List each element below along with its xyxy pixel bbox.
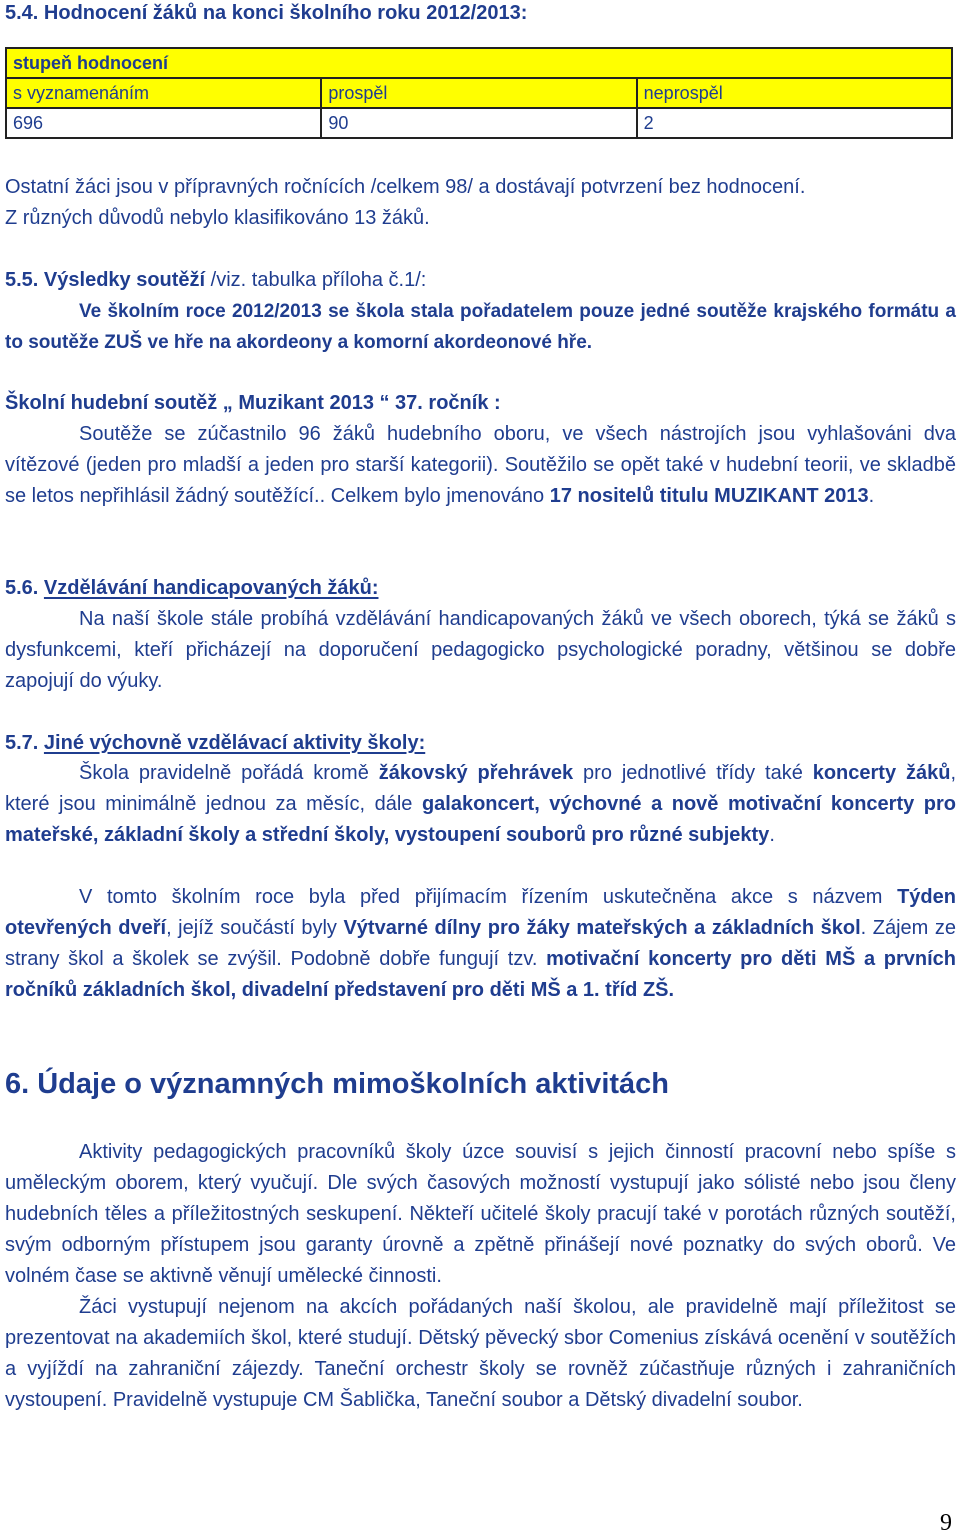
competitions-paragraph: Ve školním roce 2012/2013 se škola stala pořadatelem pouze jedné soutěže krajského formátu a to soutěže ZUŠ ve hře na akordeony a komorní akordeonové hře. [5, 301, 956, 353]
activities-text: pro jednotlivé třídy také [573, 762, 813, 784]
section-number: 5.6. [5, 577, 44, 599]
page-number: 9 [940, 1510, 952, 1536]
chapter-6-paragraph-2: Žáci vystupují nejenom na akcích pořádaných naší školou, ale pravidelně mají příležitost se prezentovat na akademiích škol, které studují. Dětský pěvecký sbor Comenius získává ocenění v soutěžích a vyjíždí na zahraniční zájezdy. Taneční orchestr školy se rovněž zúčastňuje různých i zahraničních vystoupení. Pravidelně vystupuje CM Šablička, Taneční soubor a Dětský divadelní soubor. [5, 1296, 956, 1411]
other-pupils-line-1: Ostatní žáci jsou v přípravných ročnících /celkem 98/ a dostávají potvrzení bez hodnocení. [5, 176, 806, 198]
section-ref-suffix: 1/: [404, 269, 427, 291]
activities-paragraph-2 [5, 882, 956, 1006]
activities-highlight: galakoncert, výchovné a nově motivační koncerty pro mateřské, základní školy a střední školy, vystoupení souborů pro různé subjekty [5, 793, 956, 846]
section-title: Jiné výchovně vzdělávací aktivity školy: [43, 732, 426, 754]
grade-table [5, 47, 953, 139]
section-title: Výsledky soutěží [43, 269, 206, 291]
activities-paragraph-1 [5, 758, 956, 851]
competition-title-text: Školní hudební soutěž „ Muzikant 2013 “ 37. [5, 392, 423, 414]
activities-highlight: žákovský přehrávek [378, 762, 574, 784]
table-value-cell: 2 [637, 108, 952, 138]
heading-5-5 [5, 265, 956, 296]
activities-text: , které jsou minimálně jednou za měsíc, dále [5, 762, 956, 815]
competition-end: . [868, 485, 875, 507]
competition-title [5, 388, 956, 419]
competition-laureates: 17 nositelů titulu MUZIKANT 2013 [549, 485, 869, 507]
activities-highlight: Výtvarné dílny pro žáky mateřských a základních škol [343, 917, 861, 939]
activities-text: , jejíž součástí byly [166, 917, 344, 939]
table-header-cell: neprospěl [637, 78, 952, 108]
competition-paragraph [5, 419, 956, 512]
competition-text: Soutěže se zúčastnilo 96 žáků hudebního oboru, ve všech nástrojích jsou vyhlašováni dva vítězové (jeden pro mladší a jeden pro starší kategorii). Soutěžilo se opět také v hudební teorii, ve skladbě se letos nepřihlásil žádný soutěžící.. Celkem bylo jmenováno [5, 423, 956, 507]
table-title: stupeň hodnocení [6, 48, 952, 78]
activities-text: Škola pravidelně pořádá kromě [79, 762, 379, 784]
activities-highlight: koncerty žáků [812, 762, 951, 784]
activities-text: . [769, 824, 775, 846]
competition-title-suffix: ročník : [422, 392, 501, 414]
section-ref: /viz. tabulka příloha č. [205, 269, 405, 291]
activities-text: V tomto školním roce byla před přijímacím řízením uskutečněna akce s názvem [79, 886, 898, 908]
heading-5-4: 5.4. Hodnocení žáků na konci školního roku 2012/2013: [5, 2, 528, 24]
section-number: 5.5. [5, 269, 44, 291]
heading-5-6 [5, 573, 956, 604]
other-pupils-line-2: Z různých důvodů nebylo klasifikováno 13 žáků. [5, 207, 430, 229]
section-number: 5.7. [5, 732, 44, 754]
activities-highlight: Týden otevřených dveří [5, 886, 956, 939]
chapter-6-title: 6. Údaje o významných mimoškolních aktivitách [5, 1068, 669, 1100]
table-header-cell: s vyznamenáním [6, 78, 321, 108]
activities-text: . Zájem ze strany škol a školek se zvýšil. Podobně dobře fungují tzv. [5, 917, 957, 970]
section-title: Vzdělávání handicapovaných žáků: [43, 577, 379, 599]
handicapped-paragraph: Na naší škole stále probíhá vzdělávání handicapovaných žáků ve všech oborech, týká se žáků s dysfunkcemi, kteří přicházejí na doporučení pedagogicko psychologické poradny, většinou se dobře zapojují do výuky. [5, 608, 956, 692]
chapter-6-heading [5, 1064, 669, 1104]
table-value-cell: 696 [6, 108, 321, 138]
heading-5-7 [5, 728, 956, 759]
table-header-cell: prospěl [321, 78, 636, 108]
chapter-6-paragraph-1: Aktivity pedagogických pracovníků školy úzce souvisí s jejich činností pracovní nebo spíše s uměleckým oborem, který vyučují. Dle svých časových možností vystupují jako sólisté nebo jsou členy hudebních těles a příležitostných seskupení. Někteří učitelé školy pracují také v porotách různých soutěží, svým odborným přístupem jsou garanty úrovně a zpětně přinášejí nové poznatky do svých oborů. Ve volném čase se aktivně věnují umělecké činnosti. [5, 1141, 956, 1287]
activities-highlight: motivační koncerty pro děti MŠ a prvních ročníků základních škol, divadelní představení pro děti MŠ a 1. tříd ZŠ. [5, 948, 956, 1001]
table-value-cell: 90 [321, 108, 636, 138]
